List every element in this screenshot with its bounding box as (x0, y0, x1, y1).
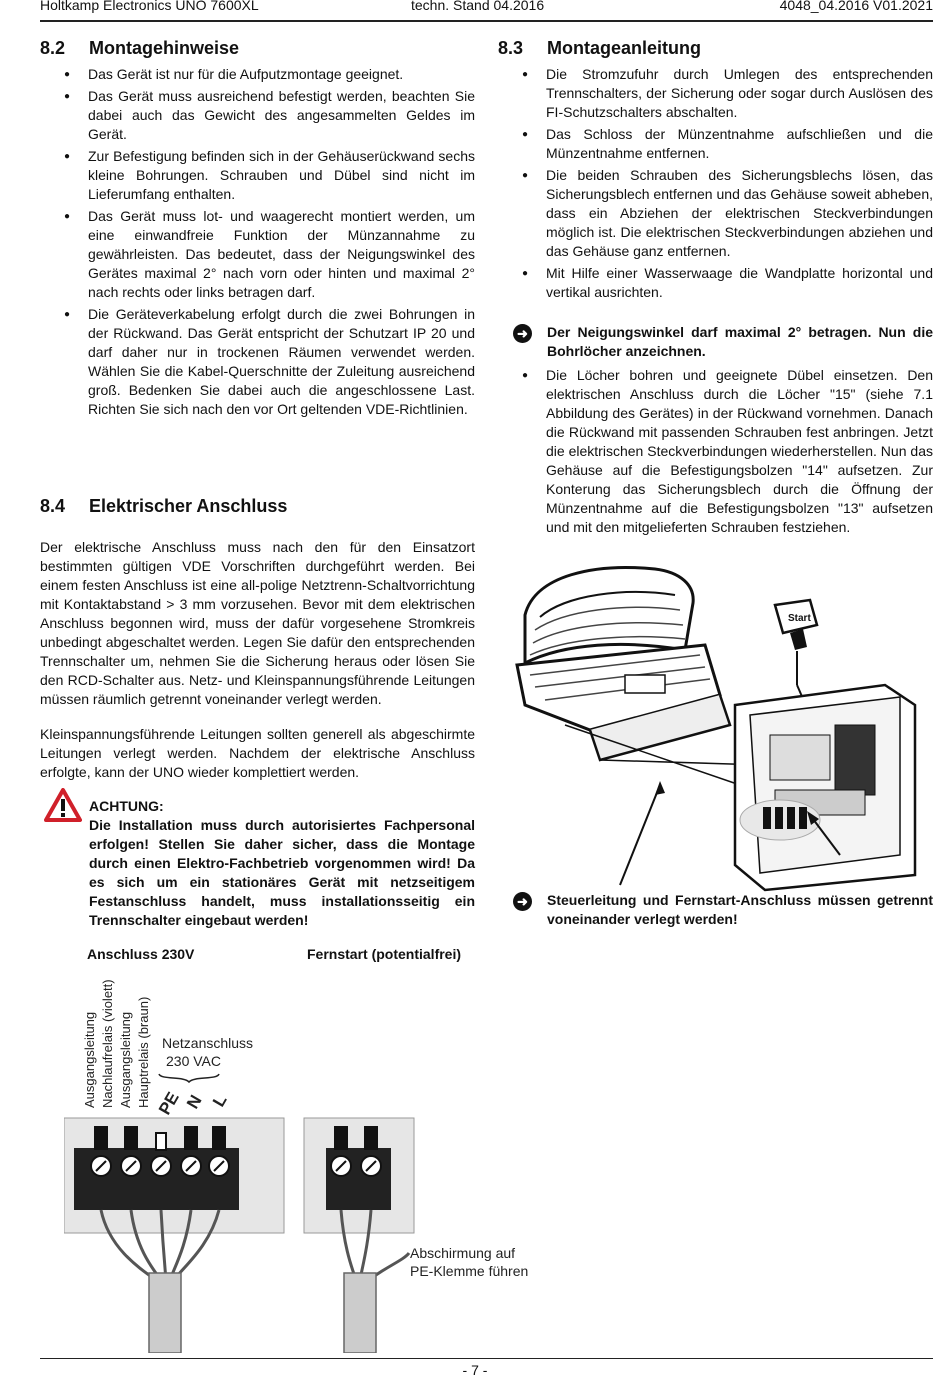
list-item: ● Die Geräteverkabelung erfolgt durch die zwei Bohrungen in der Rückwand. Das Gerät entspricht der Schutzart IP 20 und darf daher nur in trockenen Räumen verwendet werden. Wählen Sie die Kabel-Querschnitte der Zuleitung ausreichend groß. Bedenken Sie dabei auch die angeschlossene Last. Richten Sie sich nach den vor Ort geltenden VDE-Richtlinien. (40, 305, 475, 419)
shield-label: Abschirmung auf (410, 1245, 516, 1261)
warning-block (89, 797, 475, 930)
list-item: ● Mit Hilfe einer Wasserwaage die Wandplatte horizontal und vertikal ausrichten. (498, 264, 933, 302)
wire-label: Ausgangsleitung (82, 1011, 97, 1108)
section-number: 8.3 (498, 38, 524, 58)
net-voltage-label: 230 VAC (166, 1053, 221, 1069)
warning-title: ACHTUNG: (89, 798, 164, 814)
list-item: ● Das Schloss der Münzentnahme aufschließen und die Münzentnahme entfernen. (498, 125, 933, 163)
n-label: N (183, 1091, 206, 1112)
section-8-2-heading (40, 38, 239, 59)
label-fernstart: Fernstart (potentialfrei) (307, 946, 462, 962)
arrow-right-icon: ➜ (513, 892, 532, 911)
warning-text: Die Installation muss durch autorisiertes Fachpersonal erfolgen! Stellen Sie daher sicher, dass die Montage durch einen Elektro-Fachbetrieb vorgenommen wird! Da es sich um ein stationäres Gerät mit netzseitigem Festanschluss handelt, muss installationsseitig ein Trennschalter eingebaut werden! (89, 817, 475, 928)
wire-label: Ausgangsleitung (118, 1011, 133, 1108)
section-8-3-list-2 (498, 366, 933, 540)
section-title: Elektrischer Anschluss (89, 496, 288, 516)
section-8-3-list (498, 65, 933, 305)
wire-label: Hauptrelais (braun) (136, 996, 151, 1108)
header-right: 4048_04.2016 V01.2021 (779, 0, 933, 13)
note-control-line: Steuerleitung und Fernstart-Anschluss müssen getrennt voneinander verlegt werden! (547, 892, 933, 927)
pe-label: PE (155, 1088, 183, 1118)
section-number: 8.2 (40, 38, 66, 58)
label-anschluss-230v: Anschluss 230V (87, 946, 195, 962)
page-number: - 7 - (462, 1362, 488, 1378)
terminal-illustration (64, 968, 544, 1353)
wire-label: Nachlaufrelais (violett) (100, 979, 115, 1108)
page-header (40, 0, 933, 22)
section-8-4-paragraph-2: Kleinspannungsführende Leitungen sollten generell als abgeschirmte Leitungen verlegt werden. Nachdem der elektrische Anschluss erfolgte, kann der UNO wieder komplettiert werden. (40, 726, 475, 780)
shield-label: PE-Klemme führen (410, 1263, 529, 1279)
section-8-2-list (40, 65, 475, 422)
section-8-4-heading (40, 496, 287, 517)
start-label: Start (788, 613, 811, 624)
arrow-right-icon: ➜ (513, 324, 532, 343)
l-label: L (209, 1091, 231, 1110)
footer-divider (40, 1358, 933, 1359)
list-item: ● Die beiden Schrauben des Sicherungsblechs lösen, das Sicherungsblech entfernen und das Gehäuse soweit abheben, dass ein Abziehen der elektrischen Steckverbindungen möglich ist. Die elektrischen Steckverbindungen abziehen und das Gehäuse ganz entfernen. (498, 166, 933, 261)
list-item: ● Zur Befestigung befinden sich in der Gehäuserückwand sechs kleine Bohrungen. Schrauben und Dübel sind nicht im Lieferumfang enthalten. (40, 147, 475, 204)
header-center: techn. Stand 04.2016 (411, 0, 545, 13)
device-illustration (505, 555, 945, 895)
section-8-3-heading (498, 38, 701, 59)
solarium-icon (517, 568, 730, 760)
list-item: ● Die Stromzufuhr durch Umlegen des entsprechenden Trennschalters, der Sicherung oder sogar durch Auslösen des FI-Schutzschalters abschalten. (498, 65, 933, 122)
section-8-4-paragraph-1: Der elektrische Anschluss muss nach den für den Einsatzort bestimmten gültigen VDE Vorschriften durchgeführt werden. Bei einem festen Anschluss ist eine all-polige Netztrenn-Schaltvorrichtung mit Kontaktabstand > 3 mm vorzusehen. Bevor mit dem elektrischen Anschluss begonnen wird, muss der dafür vorgesehene Stromkreis unbedingt abgeschaltet werden. Legen Sie dafür den entsprechenden Trennschalter um, nehmen Sie die Sicherung heraus oder lösen Sie den RCD-Schalter aus. Netz- und Kleinspannungsführende Leitungen müssen räumlich getrennt voneinander verlegt werden. (40, 539, 475, 707)
list-item: ● Das Gerät muss ausreichend befestigt werden, beachten Sie dabei auch das Gewicht des angesammelten Geldes im Gerät. (40, 87, 475, 144)
net-label: Netzanschluss (162, 1035, 254, 1051)
note-inclination: Der Neigungswinkel darf maximal 2° betragen. Nun die Bohrlöcher anzeichnen. (547, 324, 933, 359)
terminal-block-230v (74, 1126, 239, 1210)
warning-triangle-icon (44, 788, 82, 822)
list-item: ● Das Gerät ist nur für die Aufputzmontage geeignet. (40, 65, 475, 84)
section-number: 8.4 (40, 496, 66, 516)
list-item: ● Das Gerät muss lot- und waagerecht montiert werden, um eine einwandfreie Funktion der Münzannahme zu gewährleisten. Das bedeutet, dass der Neigungswinkel des Gerätes maximal 2° nach vorn oder hinten und maximal 2° nach rechts oder links betragen darf. (40, 207, 475, 302)
section-title: Montagehinweise (89, 38, 240, 58)
header-left: Holtkamp Electronics UNO 7600XL (40, 0, 259, 13)
section-title: Montageanleitung (547, 38, 701, 58)
list-item: ● Die Löcher bohren und geeignete Dübel einsetzen. Den elektrischen Anschluss durch die Löcher "15" (siehe 7.1 Abbildung des Gerätes) in der Rückwand vornehmen. Danach die Rückwand mit passenden Schrauben fest anbringen. Jetzt die elektrischen Steckverbindungen wiederherstellen. Nun das Gehäuse auf die Befestigungsbolzen "14" aufsetzen. Zur Konterung das Sicherungsblech durch die Öffnung der Münzentnahme auf die Befestigungsbolzen "13" aufsetzen und mit den mitgelieferten Schrauben festziehen. (498, 366, 933, 537)
control-unit-icon (735, 685, 915, 890)
